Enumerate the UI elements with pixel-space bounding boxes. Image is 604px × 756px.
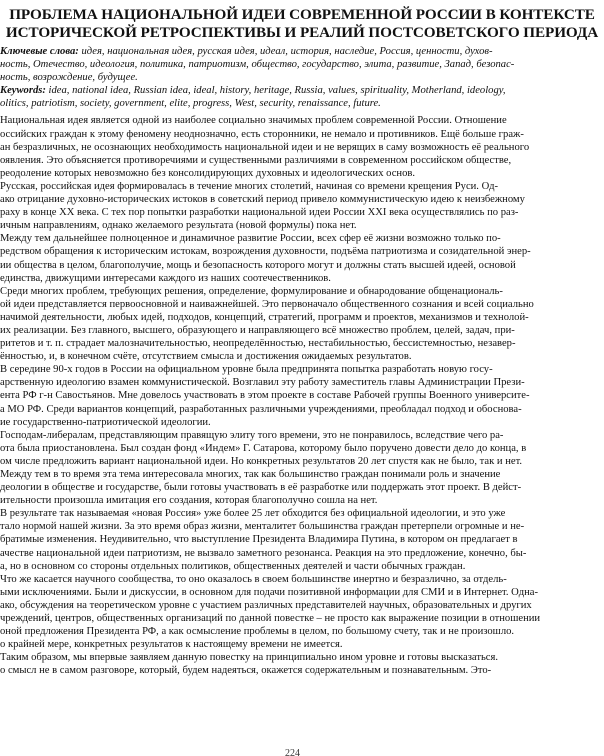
paragraph-line: чреждений, центров, общественных организаций по данной повестке – не просто как выражение позиции в отношении: [0, 613, 541, 625]
paragraph-line: Русская, российская идея формировалась в течение многих столетий, начиная со времени крещения Руси. Од-: [0, 180, 499, 192]
paragraph-line: ента РФ г-н Савостьянов. Мне довелось участвовать в этом проекте в составе Рабочей группы Военного университе-: [0, 390, 530, 402]
keywords-english-text: idea, national idea, Russian idea, ideal, history, heritage, Russia, values, spirituality, Motherland, ideology,: [45, 85, 506, 97]
paragraph-line: ом числе предложить вариант национальной идеи. Но конкретных результатов 20 лет спустя как не было, так и нет.: [0, 455, 523, 467]
paragraph-line: Национальная идея является одной из наиболее социально значимых проблем современной России. Отношение: [0, 115, 507, 127]
paragraph-line: единства, движущими интересами каждого из наших соотечественников.: [0, 272, 331, 284]
paragraph-line: Между тем в то время эта тема интересовала многих, так как большинство граждан понимали роль и значение: [0, 469, 501, 480]
paragraph-line: ачестве национальной идеи патриотизм, не вызвало заметного резонанса. Реакция на это предложение, конечно, бы-: [0, 547, 527, 559]
paragraph-line: Таким образом, мы впервые заявляем данную повестку на принципиально ином уровне и готовы высказаться.: [0, 652, 499, 664]
paragraph-line: Господам-либералам, представляющим правящую элиту того времени, это не понравилось, вследствие чего ра-: [0, 429, 504, 441]
paragraph-line: ённостью, и, в конечном счёте, отсутствием смысла и достижения ожидаемых результатов.: [0, 351, 412, 363]
page-number: 224: [285, 748, 300, 756]
paragraph-line: ако отрицание духовно-исторических истоков в советский период привело коммунистическую идею к неизбежному: [0, 194, 525, 206]
paragraph-line: раху в конце XX века. С тех пор попытки разработки национальной идеи России XXI века осуществлялись по раз-: [0, 207, 519, 219]
keywords-russian-text: идея, национальная идея, русская идея, идеал, история, наследие, Россия, ценности, духов-: [78, 46, 493, 57]
paragraph-line: ительности произошла имитация его создания, которая благополучно сошла на нет.: [0, 495, 378, 507]
paragraph-line: а, но в основном со стороны отдельных политиков, общественных деятелей и части обычных граждан.: [0, 560, 466, 572]
paragraph-line: оной предложения Президента РФ, а как осмысление проблемы в целом, по большому счету, так и не произошло.: [0, 626, 515, 638]
keywords-english-line: olitics, patriotism, society, government, elite, progress, West, security, renaissance, future.: [0, 98, 381, 110]
paragraph-line: тало нормой нашей жизни. За это время образ жизни, менталитет большинства граждан претерпели огромные и не-: [0, 521, 525, 533]
keywords-russian-label: Ключевые слова:: [0, 46, 79, 57]
paragraph-line: ако, обсуждения на теоретическом уровне с участием различных представителей научных, образовательных и других: [0, 599, 532, 611]
article-title-line-1: ПРОБЛЕМА НАЦИОНАЛЬНОЙ ИДЕИ СОВРЕМЕННОЙ РОССИИ В КОНТЕКСТЕ: [9, 6, 595, 23]
paragraph-line: ритетов и т. п. страдает малозначительностью, неопределённостью, нестабильностью, бессистемностью, незавер-: [0, 338, 516, 350]
keywords-english-label: Keywords:: [0, 85, 46, 97]
paragraph-line: ота была приостановлена. Был создан фонд «Индем» Г. Сатарова, которому было поручено довести дело до конца, в: [0, 442, 527, 454]
paragraph: [0, 114, 604, 179]
paragraph: [0, 651, 604, 677]
paragraph-line: Среди многих проблем, требующих решения, определение, формулирование и обнародование общенациональ-: [0, 285, 503, 297]
paragraph: [0, 468, 604, 507]
paragraph-line: о смысл не в самом разговоре, который, будем надеяться, окажется содержательным и познавательным. Это-: [0, 665, 492, 677]
paragraph-line: о крайней мере, конкретных результатов к настоящему времени не имеется.: [0, 639, 343, 651]
paragraph-line: Что же касается научного сообщества, то оно оказалось в своем большинстве инертно и безразлично, за отдель-: [0, 573, 507, 585]
paragraph-line: ичным направлениям, однако желаемого результата (новой формулы) пока нет.: [0, 220, 357, 232]
paragraph: [0, 507, 604, 572]
paragraph-line: братимые изменения. Неудивительно, что выступление Президента Владимира Путина, в котором он предлагает в: [0, 534, 518, 546]
article-body: [0, 45, 604, 678]
paragraph: [0, 363, 604, 428]
article-paragraphs: [0, 114, 604, 677]
paragraph-line: деологии в обществе и государстве, были готовы участвовать в её разработке или поддержать этот проект. В дейст-: [0, 482, 522, 494]
keywords-russian-line: [0, 45, 604, 58]
paragraph-line: начимой деятельности, любых идей, подходов, концепций, стратегий, программ и проектов, механизмов и технолоӥ-: [0, 311, 529, 323]
paragraph-line: В результате так называемая «новая Россия» уже более 25 лет обходится без официальной идеологии, и это уже: [0, 508, 506, 520]
paragraph-line: В середине 90-х годов в России на официальном уровне была предпринята попытка разработать новую госу-: [0, 364, 493, 376]
article-title-line-2: ИСТОРИЧЕСКОЙ РЕТРОСПЕКТИВЫ И РЕАЛИЙ ПОСТСОВЕТСКОГО ПЕРИОДА: [5, 24, 599, 41]
paragraph-line: ан безразличных, не осознающих необходимость национальной идеи и не верящих в саму возможность её реального: [0, 141, 530, 153]
article-title: [0, 6, 604, 42]
paragraph: [0, 232, 604, 284]
paragraph-line: ыми исключениями. Были и дискуссии, в основном для подачи позитивной информации для СМИ и в Интернет. Одна-: [0, 586, 538, 598]
keywords-english: [0, 84, 604, 110]
paragraph-line: реодоление которых невозможно без консолидирующих духовных и идеологических основ.: [0, 167, 416, 179]
paragraph-line: ой идеи представляется первоосновной и наиважнейшей. Это первоначало общественного сознания и всей социально: [0, 298, 534, 310]
paragraph: [0, 180, 604, 232]
paragraph: [0, 573, 604, 652]
paragraph-line: ие государственно-патриотической идеологии.: [0, 416, 211, 428]
keywords-russian: [0, 45, 604, 84]
keywords-russian-line: ность, возрождение, будущее.: [0, 72, 138, 84]
keywords-russian-line: ность, Отечество, идеология, политика, патриотизм, общество, государство, элита, развитие, Запад, безопас-: [0, 59, 515, 71]
paragraph-line: их реализации. Без главного, высшего, образующего и направляющего всё множество проблем, целей, задач, при-: [0, 324, 515, 336]
paragraph-line: ии общества в целом, благополучие, мощь и безопасность которого могут и должны стать высшей идеей, основой: [0, 259, 516, 271]
keywords-english-line: [0, 84, 604, 97]
paragraph-line: редством обращения к историческим истокам, возрождения духовности, подъёма патриотизма и созидательной энер-: [0, 246, 531, 258]
paragraph-line: Между тем дальнейшее полноценное и динамичное развитие России, всех сфер её жизни возможно только по-: [0, 233, 501, 245]
paragraph-line: оявления. Это объясняется противоречиями и существенными различиями в современном российском обществе,: [0, 154, 512, 166]
paragraph-line: а МО РФ. Среди вариантов концепций, разработанных различными учреждениями, преобладал подход и обоснова-: [0, 403, 522, 415]
paragraph: [0, 429, 604, 468]
paragraph-line: арственную идеологию взамен коммунистической. Возглавил эту работу заместитель главы Администрации Прези-: [0, 377, 525, 389]
paragraph: [0, 285, 604, 364]
paragraph-line: оссийских граждан к этому феномену неоднозначно, есть сторонники, не немало и противников. Ещё больше граж-: [0, 128, 524, 140]
